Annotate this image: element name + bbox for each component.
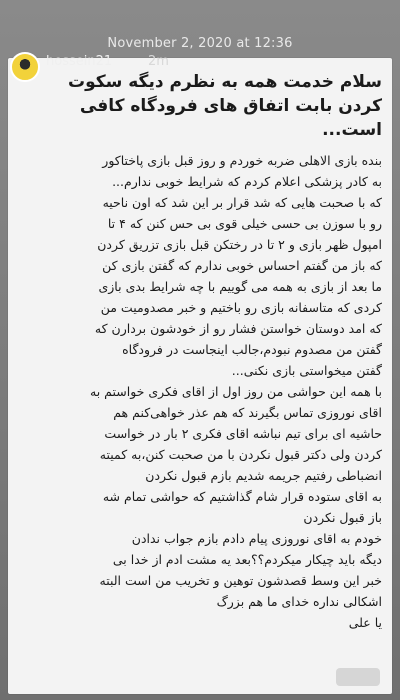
note-line: که باز من گفتم احساس خوبی ندارم که گفتن بازی کن: [102, 258, 382, 273]
note-line: به اقای ستوده قرار شام گذاشتیم که حواشی تمام شه: [102, 489, 382, 504]
note-line: که امد دوستان خواستن فشار رو از خودشون بردارن که: [94, 321, 382, 336]
note-line: کردی که متاسفانه بازی رو باختیم و خبر مصدومیت من: [100, 300, 382, 315]
note-title-line: است...: [322, 120, 382, 140]
story-header: [0, 0, 400, 69]
avatar[interactable]: [10, 52, 40, 82]
note-title-line: سلام خدمت همه به نظرم دیگه سکوت: [67, 72, 382, 92]
username[interactable]: hossein21: [46, 54, 113, 69]
avatar-image: [16, 58, 34, 76]
note-line: گفتن من مصدوم نبودم،جالب اینجاست در فرودگاه: [122, 342, 382, 357]
note-line: خبر این وسط قصدشون توهین و تخریب من است البته: [99, 573, 382, 588]
note-line: رو با سوزن بی حسی خیلی قوی بی حس کنن که ۴ تا: [107, 216, 382, 231]
note-line: به کادر پزشکی اعلام کردم که شرایط خوبی ندارم...: [112, 174, 382, 189]
note-line: با همه این حواشی من روز اول از اقای فکری خواستم به: [90, 384, 382, 399]
story-timestamp: November 2, 2020 at 12:36: [107, 36, 293, 51]
note-card: [8, 58, 392, 694]
note-title: [18, 70, 382, 142]
note-title-line: کردن بابت اتفاق های فرودگاه کافی: [79, 96, 382, 116]
story-age: 2m: [148, 54, 169, 69]
note-line: گفتن میخواستی بازی نکنی...: [231, 363, 382, 378]
note-text: [18, 70, 382, 664]
note-line: بنده بازی الاهلی ضربه خوردم و روز قبل بازی پاختاکور: [102, 153, 382, 168]
note-line: که با صحبت هایی که شد قرار بر این شد که اون ناحیه: [102, 195, 382, 210]
note-line: امپول ظهر بازی و ۲ تا در رختکن قبل بازی تزریق کردن: [97, 237, 382, 252]
note-line: ما بعد از بازی به همه می گوییم با چه شرایط بدی بازی: [98, 279, 382, 294]
note-line: یا علی: [348, 615, 382, 630]
note-line: انضباطی رفتیم جریمه شدیم بازم قبول نکردن: [145, 468, 382, 483]
note-line: کردن ولی دکتر قبول نکردن با من صحبت کنن،به کمیته: [99, 447, 382, 462]
note-line: حاشیه ای برای تیم نباشه اقای فکری ۲ بار در خواست: [104, 426, 382, 441]
note-line: باز قبول نکردن: [303, 510, 382, 525]
note-line: دیگه باید چیکار میکردم؟؟بعد یه مشت ادم از خدا بی: [112, 552, 382, 567]
watermark-logo: [336, 668, 380, 686]
note-line: اقای نوروزی تماس بگیرند که هم عذر خواهی‌کنم هم: [113, 405, 382, 420]
note-line: اشکالی نداره خدای ما هم بزرگ: [216, 594, 382, 609]
note-line: خودم به اقای نوروزی پیام دادم بازم جواب ندادن: [131, 531, 382, 546]
